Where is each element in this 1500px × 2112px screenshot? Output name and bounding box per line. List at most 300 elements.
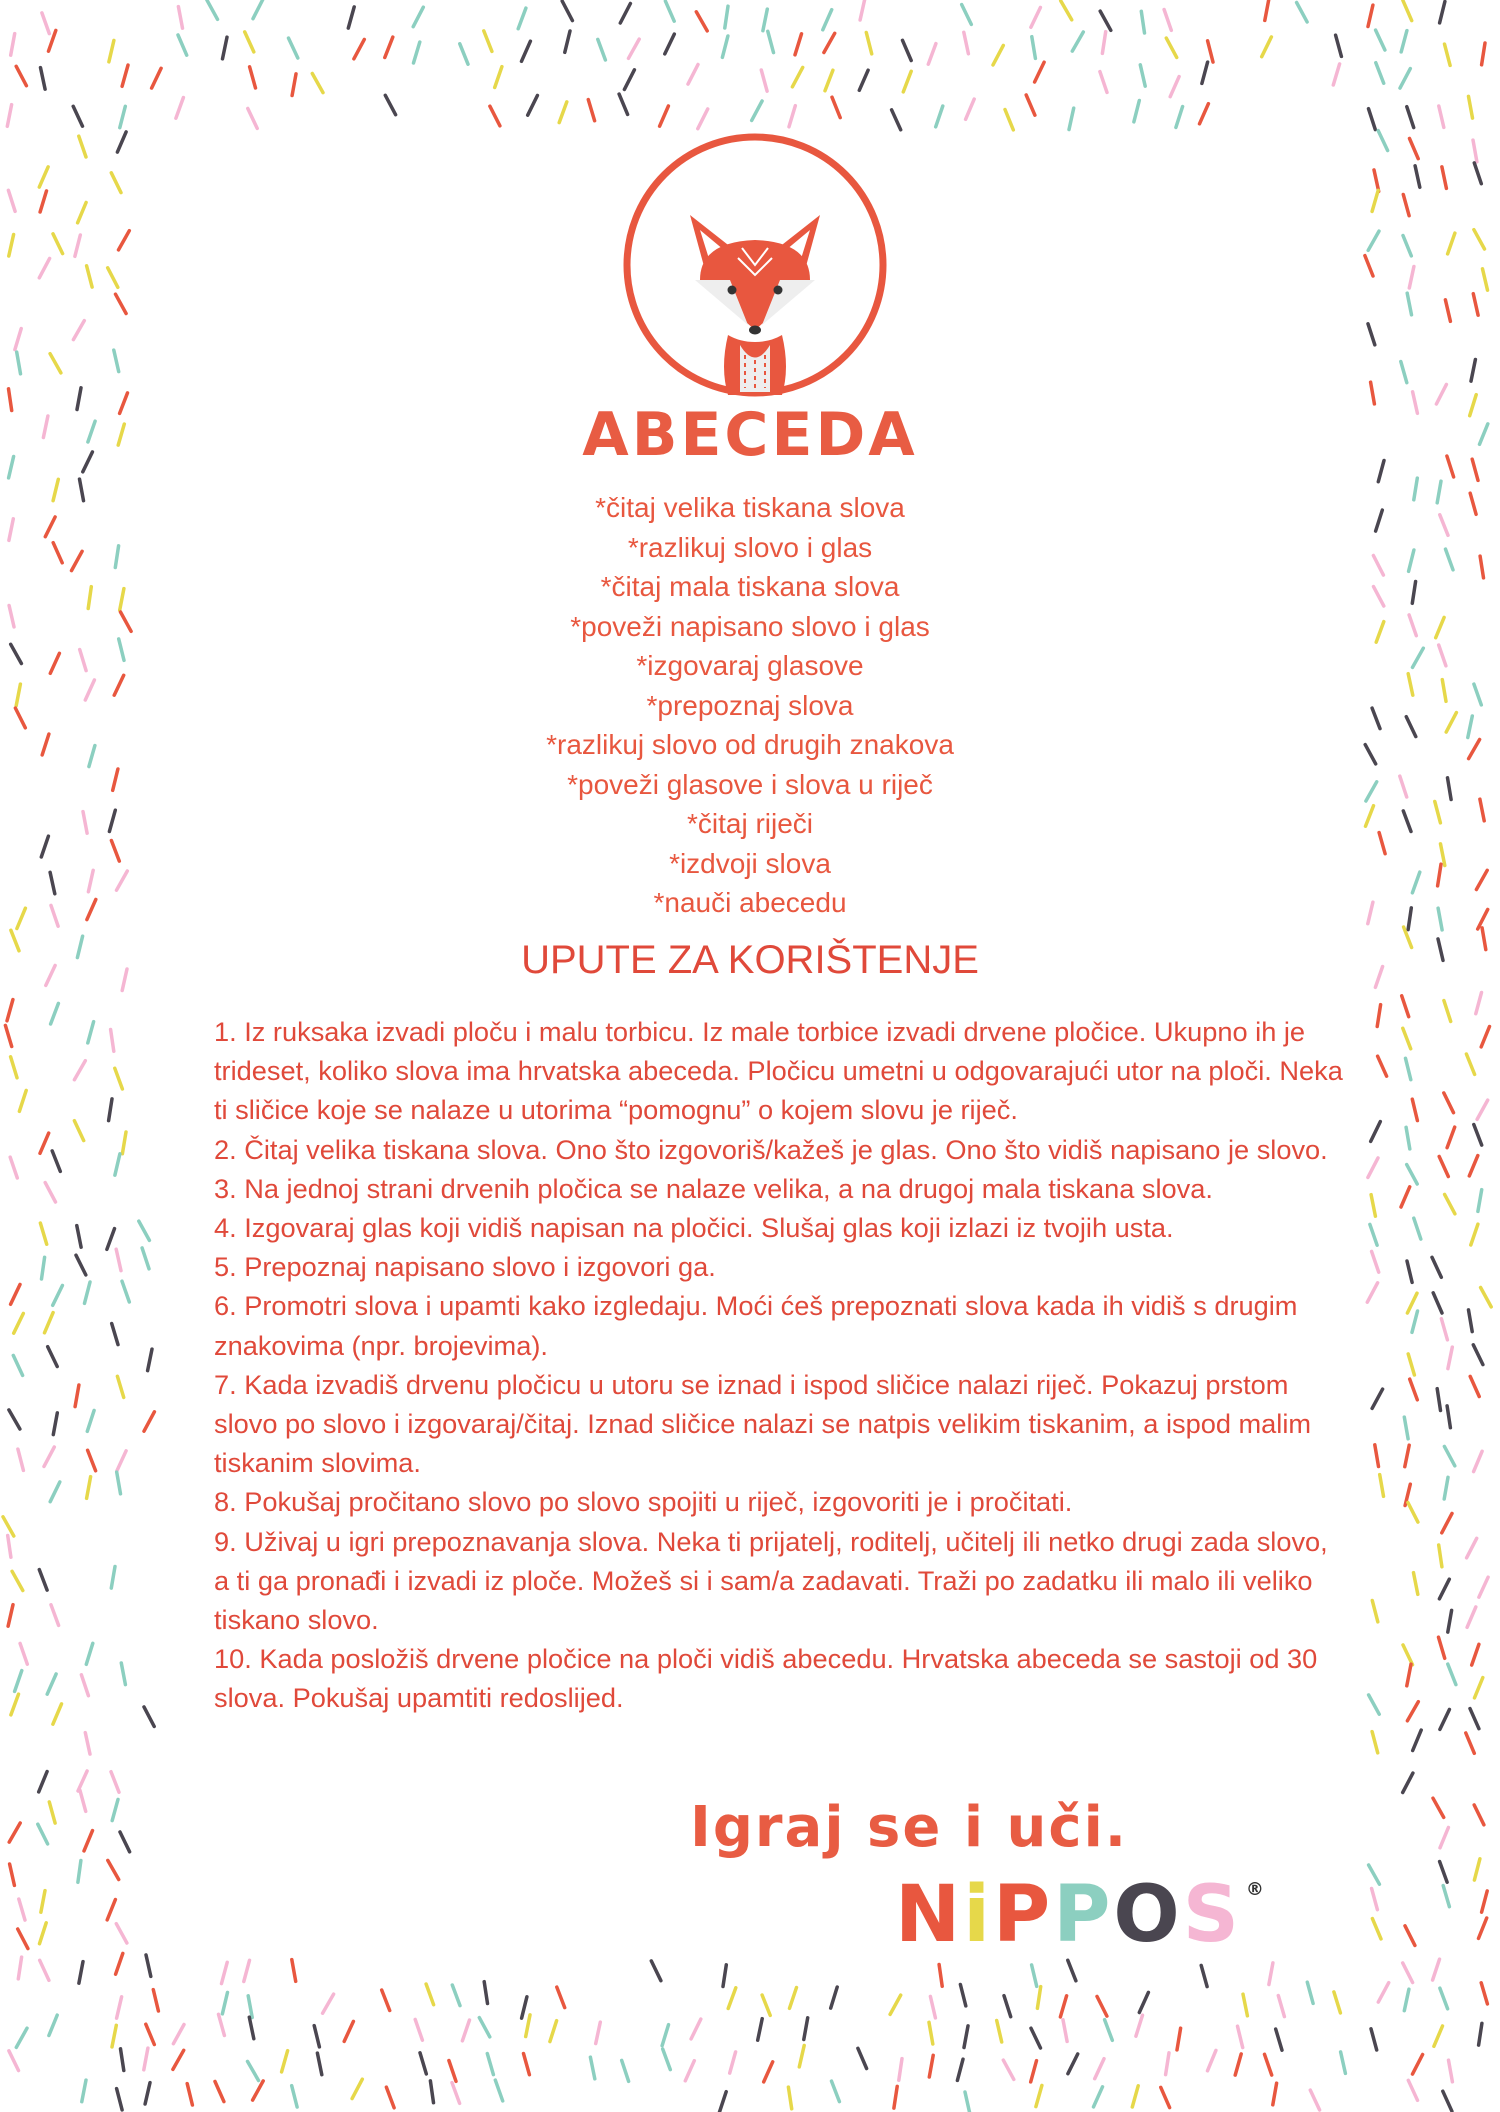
confetti-dash xyxy=(665,34,675,54)
confetti-dash xyxy=(550,2021,557,2042)
confetti-dash xyxy=(903,71,911,92)
confetti-dash xyxy=(1477,1100,1488,1119)
confetti-dash xyxy=(1310,2090,1319,2110)
confetti-dash xyxy=(109,40,114,61)
goal-item: *razlikuj slovo i glas xyxy=(627,531,873,563)
confetti-dash xyxy=(522,41,531,61)
confetti-dash xyxy=(253,2081,264,2100)
confetti-dash xyxy=(1410,139,1419,159)
confetti-dash xyxy=(1407,1664,1411,1686)
goal-item: *čitaj velika tiskana slova xyxy=(595,492,905,523)
confetti-dash xyxy=(1032,1965,1037,1986)
confetti-dash xyxy=(1307,1982,1313,2003)
confetti-dash xyxy=(53,1413,57,1435)
confetti-dash xyxy=(1439,106,1444,127)
confetti-dash xyxy=(1440,2,1445,23)
confetti-dash xyxy=(1469,1310,1473,1332)
confetti-dash xyxy=(38,1824,48,1844)
confetti-dash xyxy=(903,40,912,60)
goal-item: *prepoznaj slova xyxy=(646,689,854,721)
instruction-step: 10. Kada posložiš drvene pločice na ploči vidiš abecedu. Hrvatska abeceda se sastoji od 30 slova. Pokušaj upamtiti redoslijed. xyxy=(214,1643,1318,1714)
confetti-dash xyxy=(1444,1477,1448,1499)
confetti-dash xyxy=(1482,1891,1488,1912)
confetti-dash xyxy=(1068,2054,1078,2074)
confetti-dash xyxy=(45,1183,55,1202)
confetti-dash xyxy=(1368,5,1373,26)
confetti-dash xyxy=(176,98,184,119)
confetti-dash xyxy=(1243,1994,1247,2016)
confetti-dash xyxy=(1005,110,1013,130)
confetti-dash xyxy=(590,2057,594,2079)
confetti-dash xyxy=(1475,1678,1483,1698)
confetti-dash xyxy=(1370,1224,1377,1245)
confetti-dash xyxy=(146,1955,151,1977)
confetti-dash xyxy=(116,1249,121,1271)
confetti-dash xyxy=(1341,2052,1346,2074)
confetti-dash xyxy=(964,2026,968,2048)
confetti-dash xyxy=(40,1133,49,1153)
confetti-dash xyxy=(9,1823,20,1842)
confetti-dash xyxy=(117,1997,122,2018)
confetti-dash xyxy=(764,2062,773,2082)
confetti-dash xyxy=(248,1996,252,2018)
confetti-dash xyxy=(859,70,868,90)
confetti-dash xyxy=(1140,65,1145,86)
confetti-dash xyxy=(832,97,840,117)
confetti-dash xyxy=(762,1995,770,2015)
confetti-dash xyxy=(1434,2026,1443,2046)
confetti-dash xyxy=(18,1957,21,1979)
confetti-dash xyxy=(41,68,46,90)
confetti-dash xyxy=(1336,35,1342,56)
confetti-dash xyxy=(1371,2029,1377,2050)
confetti-dash xyxy=(1401,31,1407,52)
confetti-dash xyxy=(1466,1054,1474,1074)
confetti-dash xyxy=(1412,1099,1417,1120)
confetti-dash xyxy=(1365,256,1373,276)
confetti-dash xyxy=(487,2054,493,2075)
confetti-dash xyxy=(47,1674,56,1694)
confetti-dash xyxy=(1376,63,1384,83)
confetti-dash xyxy=(314,2026,319,2047)
brand-letter: P xyxy=(1053,1870,1114,1960)
confetti-dash xyxy=(139,1221,150,1240)
confetti-dash xyxy=(116,294,127,313)
confetti-dash xyxy=(651,1961,661,1981)
confetti-dash xyxy=(116,1953,123,1974)
confetti-dash xyxy=(565,31,570,52)
confetti-dash xyxy=(966,99,975,119)
confetti-dash xyxy=(588,100,594,121)
confetti-dash xyxy=(698,109,708,129)
confetti-dash xyxy=(5,1025,11,1046)
confetti-dash xyxy=(1440,1710,1450,1730)
confetti-dash xyxy=(1471,360,1475,382)
confetti-dash xyxy=(1470,1376,1479,1396)
confetti-dash xyxy=(660,106,669,126)
confetti-dash xyxy=(1031,2061,1037,2082)
confetti-dash xyxy=(929,2022,933,2044)
confetti-dash xyxy=(1032,37,1036,59)
confetti-dash xyxy=(1407,1702,1418,1721)
confetti-dash xyxy=(153,1990,158,2011)
confetti-dash xyxy=(1202,62,1208,83)
slogan: Igraj se i uči. xyxy=(690,1795,1129,1860)
confetti-dash xyxy=(1449,2060,1453,2082)
confetti-dash xyxy=(452,2083,460,2104)
confetti-dash xyxy=(111,1567,115,1589)
confetti-dash xyxy=(1404,1989,1409,2011)
confetti-dash xyxy=(1469,1156,1478,1176)
confetti-dash xyxy=(1297,3,1308,22)
confetti-dash xyxy=(1414,1218,1421,1239)
confetti-dash xyxy=(1407,107,1414,128)
confetti-dash xyxy=(142,1248,149,1269)
confetti-dash xyxy=(40,1223,46,1244)
confetti-dash xyxy=(253,0,263,19)
confetti-dash xyxy=(1377,1005,1380,1027)
confetti-dash xyxy=(1026,95,1035,115)
confetti-dash xyxy=(245,32,254,52)
confetti-dash xyxy=(1440,1862,1448,1883)
confetti-dash xyxy=(524,2054,530,2075)
confetti-dash xyxy=(596,2022,601,2044)
confetti-dash xyxy=(3,1517,14,1536)
confetti-dash xyxy=(144,2048,148,2070)
confetti-dash xyxy=(1448,1664,1456,1685)
confetti-dash xyxy=(622,2060,629,2081)
confetti-dash xyxy=(1378,1983,1388,2002)
confetti-dash xyxy=(40,1923,47,1944)
confetti-dash xyxy=(1141,11,1144,33)
goal-item: *nauči abecedu xyxy=(653,887,847,918)
confetti-dash xyxy=(1265,2054,1272,2075)
confetti-dash xyxy=(385,95,395,114)
confetti-dash xyxy=(11,34,15,56)
confetti-dash xyxy=(386,2087,394,2108)
confetti-dash xyxy=(74,1061,85,1080)
confetti-dash xyxy=(289,38,298,58)
goal-item: *čitaj mala tiskana slova xyxy=(600,571,900,602)
confetti-dash xyxy=(1004,1996,1011,2017)
confetti-dash xyxy=(1433,1798,1444,1817)
confetti-dash xyxy=(76,1255,86,1275)
confetti-dash xyxy=(222,1992,227,2013)
confetti-dash xyxy=(526,2015,530,2037)
confetti-dash xyxy=(1447,1127,1455,1148)
confetti-dash xyxy=(1061,1,1072,20)
confetti-dash xyxy=(312,74,323,93)
confetti-dash xyxy=(7,1000,13,1021)
confetti-dash xyxy=(1407,293,1411,315)
brand-letter: O xyxy=(1113,1870,1183,1960)
confetti-dash xyxy=(121,2049,124,2071)
page-title: ABECEDA xyxy=(582,400,918,470)
confetti-dash xyxy=(115,1068,123,1089)
confetti-dash xyxy=(207,0,218,19)
confetti-dash xyxy=(1378,131,1387,151)
confetti-dash xyxy=(1100,11,1111,30)
instruction-step: 6. Promotri slova i upamti kako izgledaju. Moći ćeš prepoznati slova kada ih vidiš s drugim znakovima (npr. brojevima). xyxy=(214,1290,1298,1361)
confetti-dash xyxy=(1136,2015,1143,2036)
confetti-dash xyxy=(1164,10,1171,31)
confetti-dash xyxy=(382,1990,390,2011)
confetti-dash xyxy=(187,2084,192,2105)
confetti-dash xyxy=(50,1482,60,1502)
confetti-dash xyxy=(858,2048,867,2068)
confetti-dash xyxy=(1176,107,1183,128)
confetti-dash xyxy=(1474,1451,1483,1471)
confetti-dash xyxy=(148,1349,152,1371)
confetti-dash xyxy=(1473,140,1477,162)
confetti-dash xyxy=(1369,109,1376,130)
instruction-step: 8. Pokušaj pročitano slovo po slovo spojiti u riječ, izgovoriti je i pročitati. xyxy=(214,1486,1073,1518)
confetti-dash xyxy=(1372,1601,1378,1622)
confetti-dash xyxy=(728,1988,736,2009)
instruction-step: 3. Na jednoj strani drvenih pločica se nalaze velika, a na drugoj mala tiskana slova. xyxy=(214,1172,1213,1204)
confetti-dash xyxy=(619,94,628,114)
confetti-dash xyxy=(1035,62,1045,82)
confetti-dash xyxy=(1439,1637,1445,1658)
confetti-dash xyxy=(490,106,500,126)
confetti-dash xyxy=(10,1864,15,1885)
confetti-dash xyxy=(665,1,674,21)
confetti-dash xyxy=(1177,2028,1181,2050)
confetti-dash xyxy=(426,1984,434,2005)
confetti-dash xyxy=(18,1449,24,1470)
confetti-dash xyxy=(1448,233,1455,254)
confetti-dash xyxy=(178,35,187,55)
confetti-dash xyxy=(789,106,795,127)
confetti-dash xyxy=(119,231,130,250)
confetti-dash xyxy=(13,1355,22,1375)
confetti-dash xyxy=(598,39,606,60)
confetti-dash xyxy=(484,1982,487,2004)
confetti-dash xyxy=(1472,1644,1479,1665)
confetti-dash xyxy=(823,10,832,30)
confetti-dash xyxy=(479,2018,490,2037)
confetti-dash xyxy=(1333,64,1339,85)
confetti-dash xyxy=(317,2053,321,2075)
confetti-dash xyxy=(111,1772,119,1793)
confetti-dash xyxy=(15,1671,22,1692)
confetti-dash xyxy=(222,1962,228,1983)
confetti-dash xyxy=(1372,1732,1378,1753)
confetti-dash xyxy=(1447,1406,1450,1428)
confetti-dash xyxy=(1374,170,1379,192)
confetti-dash xyxy=(1433,1959,1440,1980)
confetti-dash xyxy=(1445,1194,1455,1213)
confetti-dash xyxy=(121,1663,125,1685)
confetti-dash xyxy=(620,4,630,24)
confetti-dash xyxy=(719,2092,726,2112)
confetti-dash xyxy=(1403,1645,1413,1665)
confetti-dash xyxy=(78,203,87,223)
instruction-step: 1. Iz ruksaka izvadi ploču i malu torbicu. Iz male torbice izvadi drvene pločice. Ukupno ih je trideset, koliko slova ima hrvatska abeceda. Pločicu umetni u odgovarajući utor na ploči. Neka ti sličice koje se nalaze u utorima “pomognu” o kojem slovu je riječ. xyxy=(214,1016,1343,1126)
confetti-dash xyxy=(120,1832,130,1852)
confetti-dash xyxy=(1445,300,1450,322)
confetti-dash xyxy=(385,37,393,57)
confetti-dash xyxy=(1380,1475,1384,1497)
confetti-dash xyxy=(1441,1319,1447,1340)
confetti-dash xyxy=(795,34,802,55)
confetti-dash xyxy=(173,2050,184,2069)
confetti-dash xyxy=(1482,43,1485,65)
confetti-dash xyxy=(1474,230,1485,249)
confetti-dash xyxy=(108,1860,119,1879)
confetti-dash xyxy=(936,106,943,127)
confetti-dash xyxy=(1235,2054,1241,2075)
confetti-dash xyxy=(1403,1028,1411,1049)
confetti-dash xyxy=(1479,2023,1482,2045)
confetti-dash xyxy=(117,1472,121,1494)
confetti-dash xyxy=(788,2087,791,2109)
confetti-dash xyxy=(430,2081,433,2103)
confetti-dash xyxy=(522,1997,527,2018)
confetti-dash xyxy=(758,2019,763,2041)
confetti-dash xyxy=(8,1605,13,1627)
confetti-dash xyxy=(1443,1886,1449,1907)
confetti-dash xyxy=(112,1799,118,1820)
fox-icon xyxy=(620,130,890,400)
confetti-dash xyxy=(1478,1190,1482,1212)
confetti-dash xyxy=(146,2024,155,2044)
confetti-dash xyxy=(19,1899,25,1920)
confetti-dash xyxy=(219,2014,225,2035)
confetti-dash xyxy=(962,5,972,25)
instruction-step: 2. Čitaj velika tiskana slova. Ono što izgovoriš/kažeš je glas. Ono što vidiš napisano je slovo. xyxy=(214,1133,1328,1165)
confetti-dash xyxy=(761,70,767,91)
confetti-dash xyxy=(1334,1992,1341,2013)
confetti-dash xyxy=(1440,1828,1448,1848)
confetti-dash xyxy=(178,7,182,29)
confetti-dash xyxy=(1105,2020,1113,2041)
confetti-dash xyxy=(1414,1573,1418,1595)
confetti-dash xyxy=(414,42,420,63)
confetti-dash xyxy=(75,235,80,256)
confetti-dash xyxy=(352,2079,362,2098)
confetti-dash xyxy=(825,70,833,91)
confetti-dash xyxy=(88,1450,96,1471)
confetti-dash xyxy=(75,1385,79,1407)
confetti-dash xyxy=(248,2061,259,2080)
confetti-dash xyxy=(1439,1579,1449,1599)
confetti-dash xyxy=(1409,267,1414,289)
confetti-dash xyxy=(9,1410,20,1429)
confetti-dash xyxy=(730,2052,736,2073)
confetti-dash xyxy=(624,70,634,90)
confetti-dash xyxy=(1410,1379,1418,1400)
confetti-dash xyxy=(691,2019,701,2039)
confetti-dash xyxy=(1473,1345,1483,1365)
confetti-dash xyxy=(344,2021,353,2041)
confetti-dash xyxy=(1238,2026,1243,2047)
confetti-dash xyxy=(1466,1733,1475,1753)
confetti-dash xyxy=(1403,0,1412,20)
confetti-dash xyxy=(78,1861,81,1883)
confetti-dash xyxy=(117,2089,123,2110)
confetti-dash xyxy=(42,13,49,34)
confetti-dash xyxy=(1403,195,1409,216)
confetti-dash xyxy=(1372,190,1378,211)
confetti-dash xyxy=(1405,1445,1409,1467)
registered-mark: ® xyxy=(1245,1879,1264,1900)
confetti-dash xyxy=(85,1282,91,1303)
confetti-dash xyxy=(16,2028,27,2047)
confetti-dash xyxy=(51,1605,59,1626)
confetti-dash xyxy=(1069,108,1074,130)
confetti-dash xyxy=(866,33,871,54)
confetti-dash xyxy=(1406,1058,1411,1079)
confetti-dash xyxy=(1278,1996,1284,2017)
confetti-dash xyxy=(11,1694,19,1715)
confetti-dash xyxy=(1444,1001,1451,1022)
confetti-dash xyxy=(1369,1865,1380,1884)
confetti-dash xyxy=(528,96,538,116)
confetti-dash xyxy=(215,2082,224,2102)
confetti-dash xyxy=(78,1771,87,1791)
confetti-dash xyxy=(768,31,774,52)
confetti-dash xyxy=(723,1965,726,1987)
confetti-dash xyxy=(460,44,468,64)
confetti-dash xyxy=(292,1960,296,1982)
confetti-dash xyxy=(87,1410,94,1431)
confetti-dash xyxy=(1367,1283,1377,1302)
confetti-dash xyxy=(939,1965,942,1987)
confetti-dash xyxy=(804,2018,808,2040)
confetti-dash xyxy=(1408,2080,1417,2100)
confetti-dash xyxy=(40,191,46,212)
confetti-dash xyxy=(111,173,121,193)
confetti-dash xyxy=(1444,1446,1454,1465)
confetti-dash xyxy=(1200,104,1209,124)
confetti-dash xyxy=(53,1704,62,1724)
confetti-dash xyxy=(1469,96,1473,118)
confetti-dash xyxy=(1134,101,1139,122)
confetti-dash xyxy=(40,1960,49,1980)
brand-letter: S xyxy=(1182,1870,1242,1960)
confetti-dash xyxy=(1483,269,1488,290)
confetti-dash xyxy=(52,1151,60,1172)
confetti-dash xyxy=(1432,1257,1441,1277)
confetti-dash xyxy=(145,2083,150,2104)
confetti-dash xyxy=(1433,1293,1442,1313)
confetti-dash xyxy=(1375,1445,1379,1467)
confetti-dash xyxy=(112,2025,116,2047)
confetti-dash xyxy=(725,6,728,28)
confetti-dash xyxy=(1037,1987,1040,2009)
confetti-dash xyxy=(960,1985,965,2006)
brand-letter: P xyxy=(993,1870,1054,1960)
confetti-dash xyxy=(1031,8,1041,28)
confetti-dash xyxy=(964,32,969,54)
confetti-dash xyxy=(1068,1960,1076,1981)
confetti-dash xyxy=(39,258,49,277)
instructions-list xyxy=(214,1012,1344,1718)
confetti-dash xyxy=(1201,1965,1207,1986)
confetti-dash xyxy=(1208,41,1213,62)
confetti-dash xyxy=(115,1154,120,1175)
confetti-dash xyxy=(495,2080,502,2101)
confetti-dash xyxy=(415,2019,422,2040)
confetti-dash xyxy=(107,1229,115,1250)
confetti-dash xyxy=(1402,996,1409,1017)
confetti-dash xyxy=(1474,163,1481,184)
confetti-dash xyxy=(1439,1545,1442,1567)
confetti-dash xyxy=(111,1030,114,1052)
confetti-dash xyxy=(1139,1992,1148,2012)
confetti-dash xyxy=(116,1924,127,1943)
